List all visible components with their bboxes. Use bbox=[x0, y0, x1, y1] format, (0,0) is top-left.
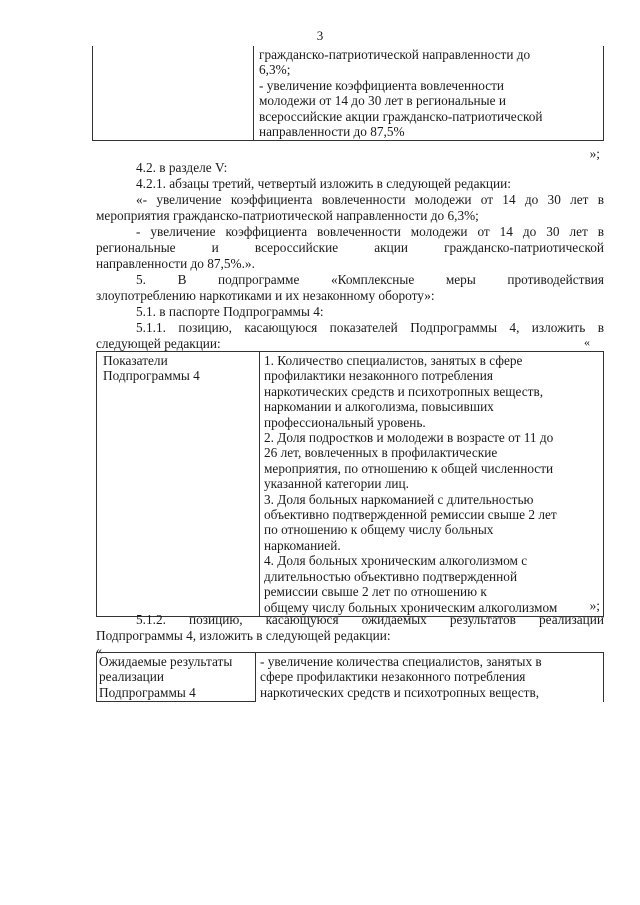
cell-line: наркоманией. bbox=[264, 537, 341, 553]
paragraph-line: региональные и всероссийские акции гражданско-патриотической bbox=[96, 240, 604, 255]
cell-line: наркомании и алкоголизма, повысивших bbox=[264, 399, 494, 415]
paragraph-5-1-2: 5.1.2. позицию, касающуюся ожидаемых результатов реализации bbox=[136, 612, 604, 627]
paragraph-line: мероприятия гражданско-патриотической направленности до 6,3%; bbox=[96, 208, 479, 223]
paragraph-5-1: 5.1. в паспорте Подпрограммы 4: bbox=[136, 304, 324, 319]
indicators-table bbox=[96, 351, 604, 617]
cell-line: 3. Доля больных наркоманией с длительностью bbox=[264, 491, 534, 507]
paragraph-line: следующей редакции: bbox=[96, 336, 221, 351]
cell-line: профилактики незаконного потребления bbox=[264, 368, 493, 384]
opening-quote: « bbox=[584, 335, 590, 349]
paragraph-line: «- увеличение коэффициента вовлеченности молодежи от 14 до 30 лет в bbox=[136, 192, 604, 207]
cell-line: гражданско-патриотической направленности до bbox=[259, 47, 531, 62]
cell-line: наркотических средств и психотропных веществ, bbox=[264, 383, 544, 399]
cell-line: указанной категории лиц. bbox=[264, 476, 409, 492]
cell-line: Ожидаемые результаты bbox=[99, 654, 233, 669]
cell-line: реализации bbox=[99, 669, 164, 685]
paragraph-line: - увеличение коэффициента вовлеченности молодежи от 14 до 30 лет в bbox=[136, 224, 604, 239]
cell-line: Подпрограммы 4 bbox=[99, 684, 196, 700]
paragraph-line: Подпрограммы 4, изложить в следующей редакции: bbox=[96, 628, 391, 643]
table-cell-right bbox=[256, 653, 604, 702]
table-cell-left bbox=[97, 352, 260, 617]
cell-line: общему числу больных хроническим алкоголизмом bbox=[264, 599, 558, 615]
table-cell-right bbox=[254, 46, 604, 141]
table-cell-left bbox=[93, 46, 254, 141]
paragraph-line: злоупотреблению наркотиками и их незаконному обороту»: bbox=[96, 288, 435, 303]
paragraph-line: направленности до 87,5%.». bbox=[96, 256, 255, 271]
table-row bbox=[97, 352, 604, 617]
cell-line: направленности до 87,5% bbox=[259, 124, 405, 140]
table-row bbox=[97, 653, 604, 702]
cell-line: профессиональный уровень. bbox=[264, 414, 426, 430]
paragraph-4-2-1: 4.2.1. абзацы третий, четвертый изложить в следующей редакции: bbox=[136, 176, 511, 191]
paragraph-4-2: 4.2. в разделе V: bbox=[136, 160, 228, 175]
cell-line: объективно подтвержденной ремиссии свыше 2 лет bbox=[264, 507, 557, 523]
cell-line: 4. Доля больных хроническим алкоголизмом с bbox=[264, 553, 528, 569]
cell-line: длительностью объективно подтвержденной bbox=[264, 568, 518, 584]
cell-line: - увеличение количества специалистов, занятых в bbox=[260, 654, 542, 669]
cell-line: 2. Доля подростков и молодежи в возрасте от 11 до bbox=[264, 430, 554, 446]
closing-quote: »; bbox=[589, 598, 600, 613]
paragraph-5: 5. В подпрограмме «Комплексные меры противодействия bbox=[136, 272, 604, 287]
cell-line: 26 лет, вовлеченных в профилактические bbox=[264, 445, 498, 461]
page-number: 3 bbox=[316, 28, 324, 43]
opening-quote: « bbox=[96, 643, 102, 657]
cell-line: сфере профилактики незаконного потребления bbox=[260, 669, 526, 685]
cell-line: молодежи от 14 до 30 лет в региональные и bbox=[259, 93, 506, 109]
table-continuation bbox=[92, 46, 604, 141]
cell-line: мероприятия, по отношению к общей численности bbox=[264, 460, 554, 476]
closing-quote: »; bbox=[589, 146, 600, 161]
cell-line: по отношению к общему числу больных bbox=[264, 522, 494, 538]
cell-line: Подпрограммы 4 bbox=[103, 368, 200, 384]
cell-line: ремиссии свыше 2 лет по отношению к bbox=[264, 584, 487, 600]
cell-line: - увеличение коэффициента вовлеченности bbox=[259, 77, 505, 93]
table-cell-left bbox=[97, 653, 256, 702]
table-cell-right bbox=[260, 352, 604, 617]
table-row bbox=[93, 46, 604, 141]
cell-line: наркотических средств и психотропных веществ, bbox=[260, 684, 540, 700]
expected-results-table bbox=[96, 652, 604, 702]
cell-line: 6,3%; bbox=[259, 62, 291, 78]
cell-line: Показатели bbox=[103, 353, 168, 368]
paragraph-5-1-1: 5.1.1. позицию, касающуюся показателей Подпрограммы 4, изложить в bbox=[136, 320, 604, 335]
cell-line: всероссийские акции гражданско-патриотической bbox=[259, 108, 543, 124]
cell-line: 1. Количество специалистов, занятых в сфере bbox=[264, 353, 523, 368]
